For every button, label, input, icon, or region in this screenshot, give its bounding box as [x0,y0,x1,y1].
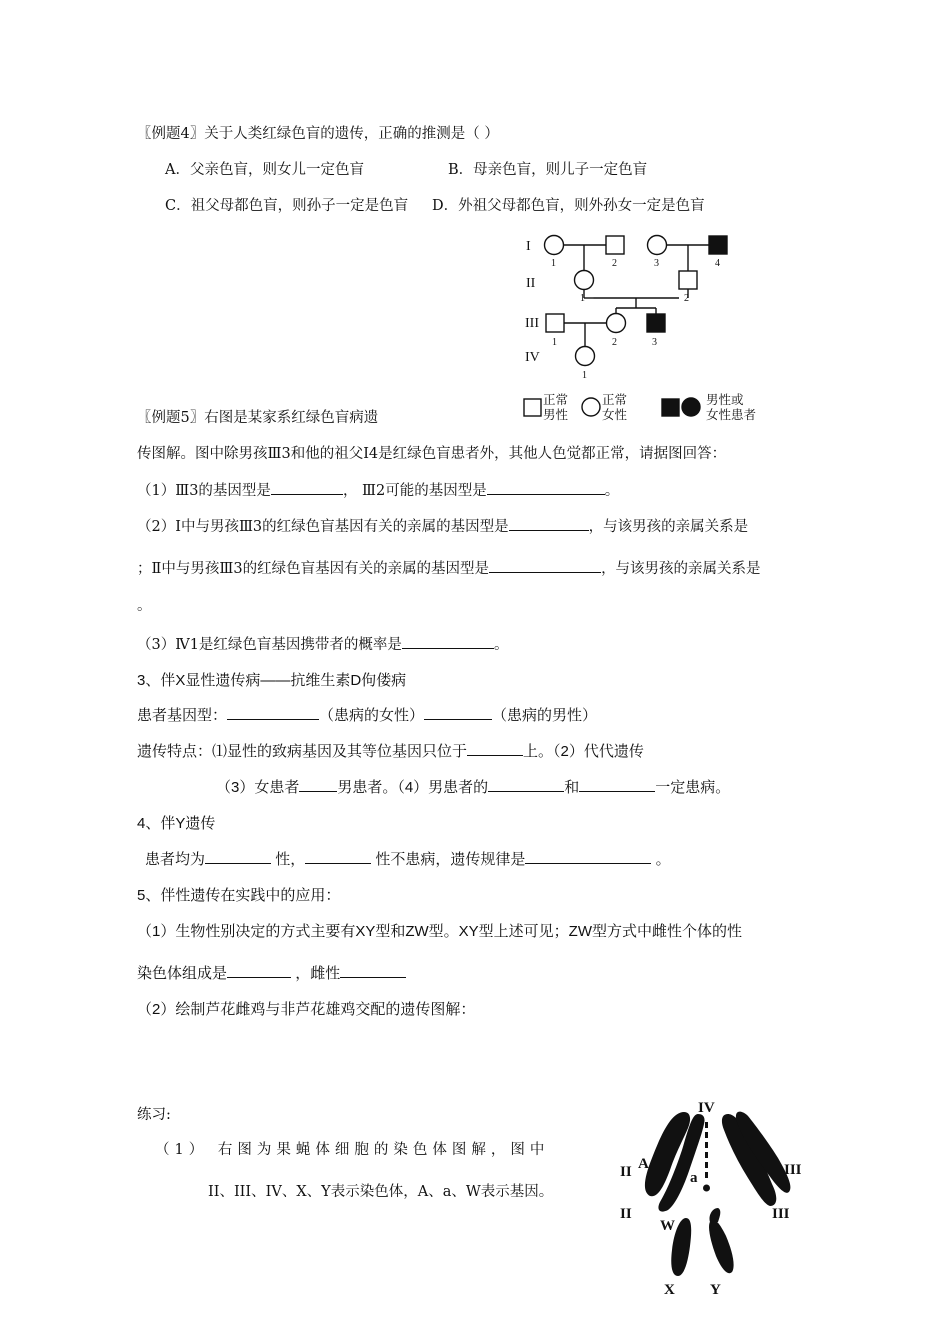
section4-line: 患者均为 性， 性不患病，遗传规律是 。 [145,851,671,868]
answer-blank[interactable] [509,518,589,531]
svg-text:W: W [660,1218,675,1234]
practice-q1-line1: （1） 右图为果蝇体细胞的染色体图解，图中 [155,1142,550,1158]
example4-option-d: D．外祖父母都色盲，则外孙女一定是色盲 [432,198,705,214]
gen3-male-3-affected [647,314,665,332]
svg-text:2: 2 [684,293,689,304]
example5-part3: （3）Ⅳ1是红绿色盲基因携带者的概率是 。 [137,637,509,653]
gen-label-1: I [526,239,531,254]
answer-blank[interactable] [227,707,319,720]
answer-blank[interactable] [299,779,337,792]
svg-text:2: 2 [612,337,617,348]
svg-text:4: 4 [715,258,720,269]
svg-text:1: 1 [582,370,587,381]
svg-text:A: A [638,1156,649,1172]
section5-title: 5、伴性遗传在实践中的应用： [137,887,341,904]
answer-blank[interactable] [489,560,601,573]
svg-text:II: II [620,1164,632,1180]
example4-option-c: C．祖父母都色盲，则孙子一定是色盲 [165,198,409,214]
gen-label-3: III [525,316,539,331]
example5-part2-line3: 。 [137,598,152,614]
svg-text:1: 1 [552,337,557,348]
gen3-male-1 [546,314,564,332]
legend-normal-male-line1: 正常 [543,393,569,407]
section5-line3: （2）绘制芦花雌鸡与非芦花雄鸡交配的遗传图解： [137,1001,476,1018]
section5-line1: （1）生物性别决定的方式主要有XY型和ZW型。XY型上述可见；ZW型方式中雌性个体的性 [137,923,743,940]
gen2-female-1 [575,271,594,290]
section5-line2: 染色体组成是 ，雌性 [137,965,406,983]
section3-genotype: 患者基因型： （患病的女性） （患病的男性） [137,707,598,724]
legend-normal-male-icon [524,399,541,416]
example4-option-b: B．母亲色盲，则儿子一定色盲 [448,162,648,178]
section3-features-2: （3）女患者 男患者。（4）男患者的 和 一定患病。 [216,779,731,796]
gen1-female-1 [545,236,564,255]
section3-title: 3、伴X显性遗传病——抗维生素D佝偻病 [137,672,407,689]
example4-option-a: A．父亲色盲，则女儿一定色盲 [165,162,364,178]
svg-text:3: 3 [654,258,659,269]
pedigree-chart [518,228,788,428]
svg-text:1: 1 [551,258,556,269]
practice-title: 练习: [137,1107,171,1123]
answer-blank[interactable] [424,707,492,720]
gen4-female-1 [576,347,595,366]
legend-affected-female-icon [682,398,700,416]
gen1-female-3 [648,236,667,255]
answer-blank[interactable] [271,482,343,495]
gen-label-4: IV [525,350,540,365]
gen2-male-2 [679,271,697,289]
practice-q1-line2: II、III、IV、X、Y表示染色体，A、a、W表示基因。 [208,1184,554,1200]
answer-blank[interactable] [579,779,655,792]
svg-text:X: X [664,1282,675,1298]
fruitfly-chromosome-figure [614,1100,804,1300]
example5-part2-line1: （2）Ⅰ中与男孩Ⅲ3的红绿色盲基因有关的亲属的基因型是 ，与该男孩的亲属关系是 [137,519,749,535]
svg-text:IV: IV [698,1100,715,1116]
example5-part1: （1）Ⅲ3的基因型是 ， Ⅲ2可能的基因型是 。 [137,483,620,499]
svg-text:1: 1 [580,293,585,304]
svg-text:II: II [620,1206,632,1222]
svg-text:a: a [690,1170,698,1186]
answer-blank[interactable] [402,636,494,649]
example5-part2-line2: ；Ⅱ中与男孩Ⅲ3的红绿色盲基因有关的亲属的基因型是 ，与该男孩的亲属关系是 [137,561,761,577]
answer-blank[interactable] [205,851,271,864]
answer-blank[interactable] [488,779,564,792]
answer-blank[interactable] [525,851,651,864]
legend-affected-line2: 女性患者 [706,408,757,422]
legend-normal-female-line1: 正常 [602,393,628,407]
svg-text:3: 3 [652,337,657,348]
svg-text:III: III [784,1162,802,1178]
svg-text:Y: Y [710,1282,721,1298]
legend-affected-male-icon [662,399,679,416]
gen3-female-2 [607,314,626,333]
section3-features: 遗传特点：⑴显性的致病基因及其等位基因只位于 上。（2）代代遗传 [137,743,644,760]
gen1-male-4-affected [709,236,727,254]
svg-text:2: 2 [612,258,617,269]
answer-blank[interactable] [305,851,371,864]
answer-blank[interactable] [487,482,605,495]
legend-normal-female-line2: 女性 [602,408,628,422]
svg-text:III: III [772,1206,790,1222]
example5-intro: 传图解。图中除男孩Ⅲ3和他的祖父Ⅰ4是红绿色盲患者外，其他人色觉都正常，请据图回答： [137,446,727,462]
legend-normal-male-line2: 男性 [543,408,569,422]
example5-question: 〖例题5〗右图是某家系红绿色盲病遗 [137,410,379,426]
answer-blank[interactable] [340,965,406,978]
answer-blank[interactable] [227,965,291,978]
example4-question: 〖例题4〗关于人类红绿色盲的遗传，正确的推测是（ ） [137,126,499,142]
section4-title: 4、伴Y遗传 [137,815,216,832]
legend-normal-female-icon [582,398,600,416]
answer-blank[interactable] [467,743,523,756]
gen1-male-2 [606,236,624,254]
legend-affected-line1: 男性或 [706,393,744,407]
gen-label-2: II [526,276,536,291]
